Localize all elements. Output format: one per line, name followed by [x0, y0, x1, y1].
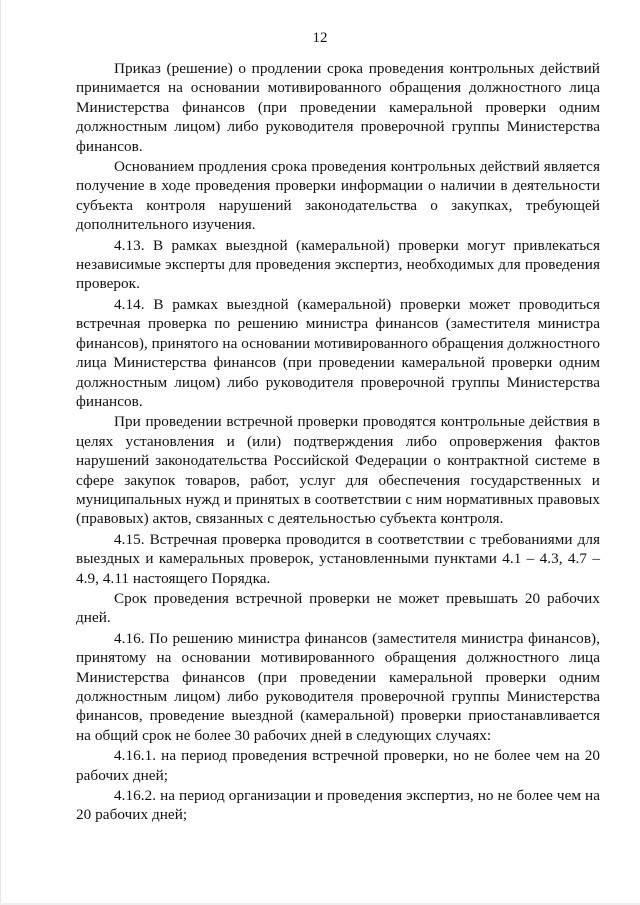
page-number: 12: [312, 30, 328, 46]
paragraph-4-14: 4.14. В рамках выездной (камеральной) проверки может проводиться встречная проверка по решению министра финансов (заместителя министра финансов), принятого на основании мотивированного обращения должностного лица Министерства финансов (при проведении камеральной проверки одним должностным лицом) либо руководителя проверочной группы Министерства финансов.: [76, 295, 600, 410]
paragraph-extension-order: Приказ (решение) о продлении срока проведения контрольных действий принимается на основании мотивированного обращения должностного лица Министерства финансов (при проведении камеральной проверки одним должностным лицом) либо руководителя проверочной группы Министерства финансов.: [76, 60, 600, 155]
paragraph-4-16-1: 4.16.1. на период проведения встречной проверки, но не более чем на 20 рабочих дней;: [76, 747, 600, 784]
paragraph-4-13: 4.13. В рамках выездной (камеральной) проверки могут привлекаться независимые эксперты для проведения экспертиз, необходимых для проведения проверок.: [76, 236, 600, 293]
scan-border: [0, 0, 1, 905]
paragraph-extension-grounds: Основанием продления срока проведения контрольных действий является получение в ходе проведения проверки информации о наличии в деятельности субъекта контроля нарушений законодательства о закупках, требующей дополнительного изучения.: [76, 158, 600, 234]
paragraph-4-15: 4.15. Встречная проверка проводится в соответствии с требованиями для выездных и камеральных проверок, установленными пунктами 4.1 – 4.3, 4.7 – 4.9, 4.11 настоящего Порядка.: [76, 530, 600, 587]
paragraph-4-16-2: 4.16.2. на период организации и проведения экспертиз, но не более чем на 20 рабочих дней;: [76, 787, 600, 824]
paragraph-counter-check-actions: При проведении встречной проверки проводятся контрольные действия в целях установления и (или) подтверждения либо опровержения фактов нарушений законодательства Российской Федерации о контрактной системе в сфере закупок товаров, работ, услуг для обеспечения государственных и муниципальных нужд и принятых в соответствии с ним нормативных правовых (правовых) актов, связанных с деятельностью субъекта контроля.: [76, 413, 600, 528]
document-body: [76, 59, 600, 825]
paragraph-counter-check-term: Срок проведения встречной проверки не может превышать 20 рабочих дней.: [76, 589, 600, 627]
paragraph-4-16: 4.16. По решению министра финансов (заместителя министра финансов), принятому на основании мотивированного обращения должностного лица Министерства финансов (при проведении камеральной проверки одним должностным лицом) либо руководителя проверочной группы Министерства финансов, проведение выездной (камеральной) проверки приостанавливается на общий срок не более 30 рабочих дней в следующих случаях:: [76, 629, 600, 744]
